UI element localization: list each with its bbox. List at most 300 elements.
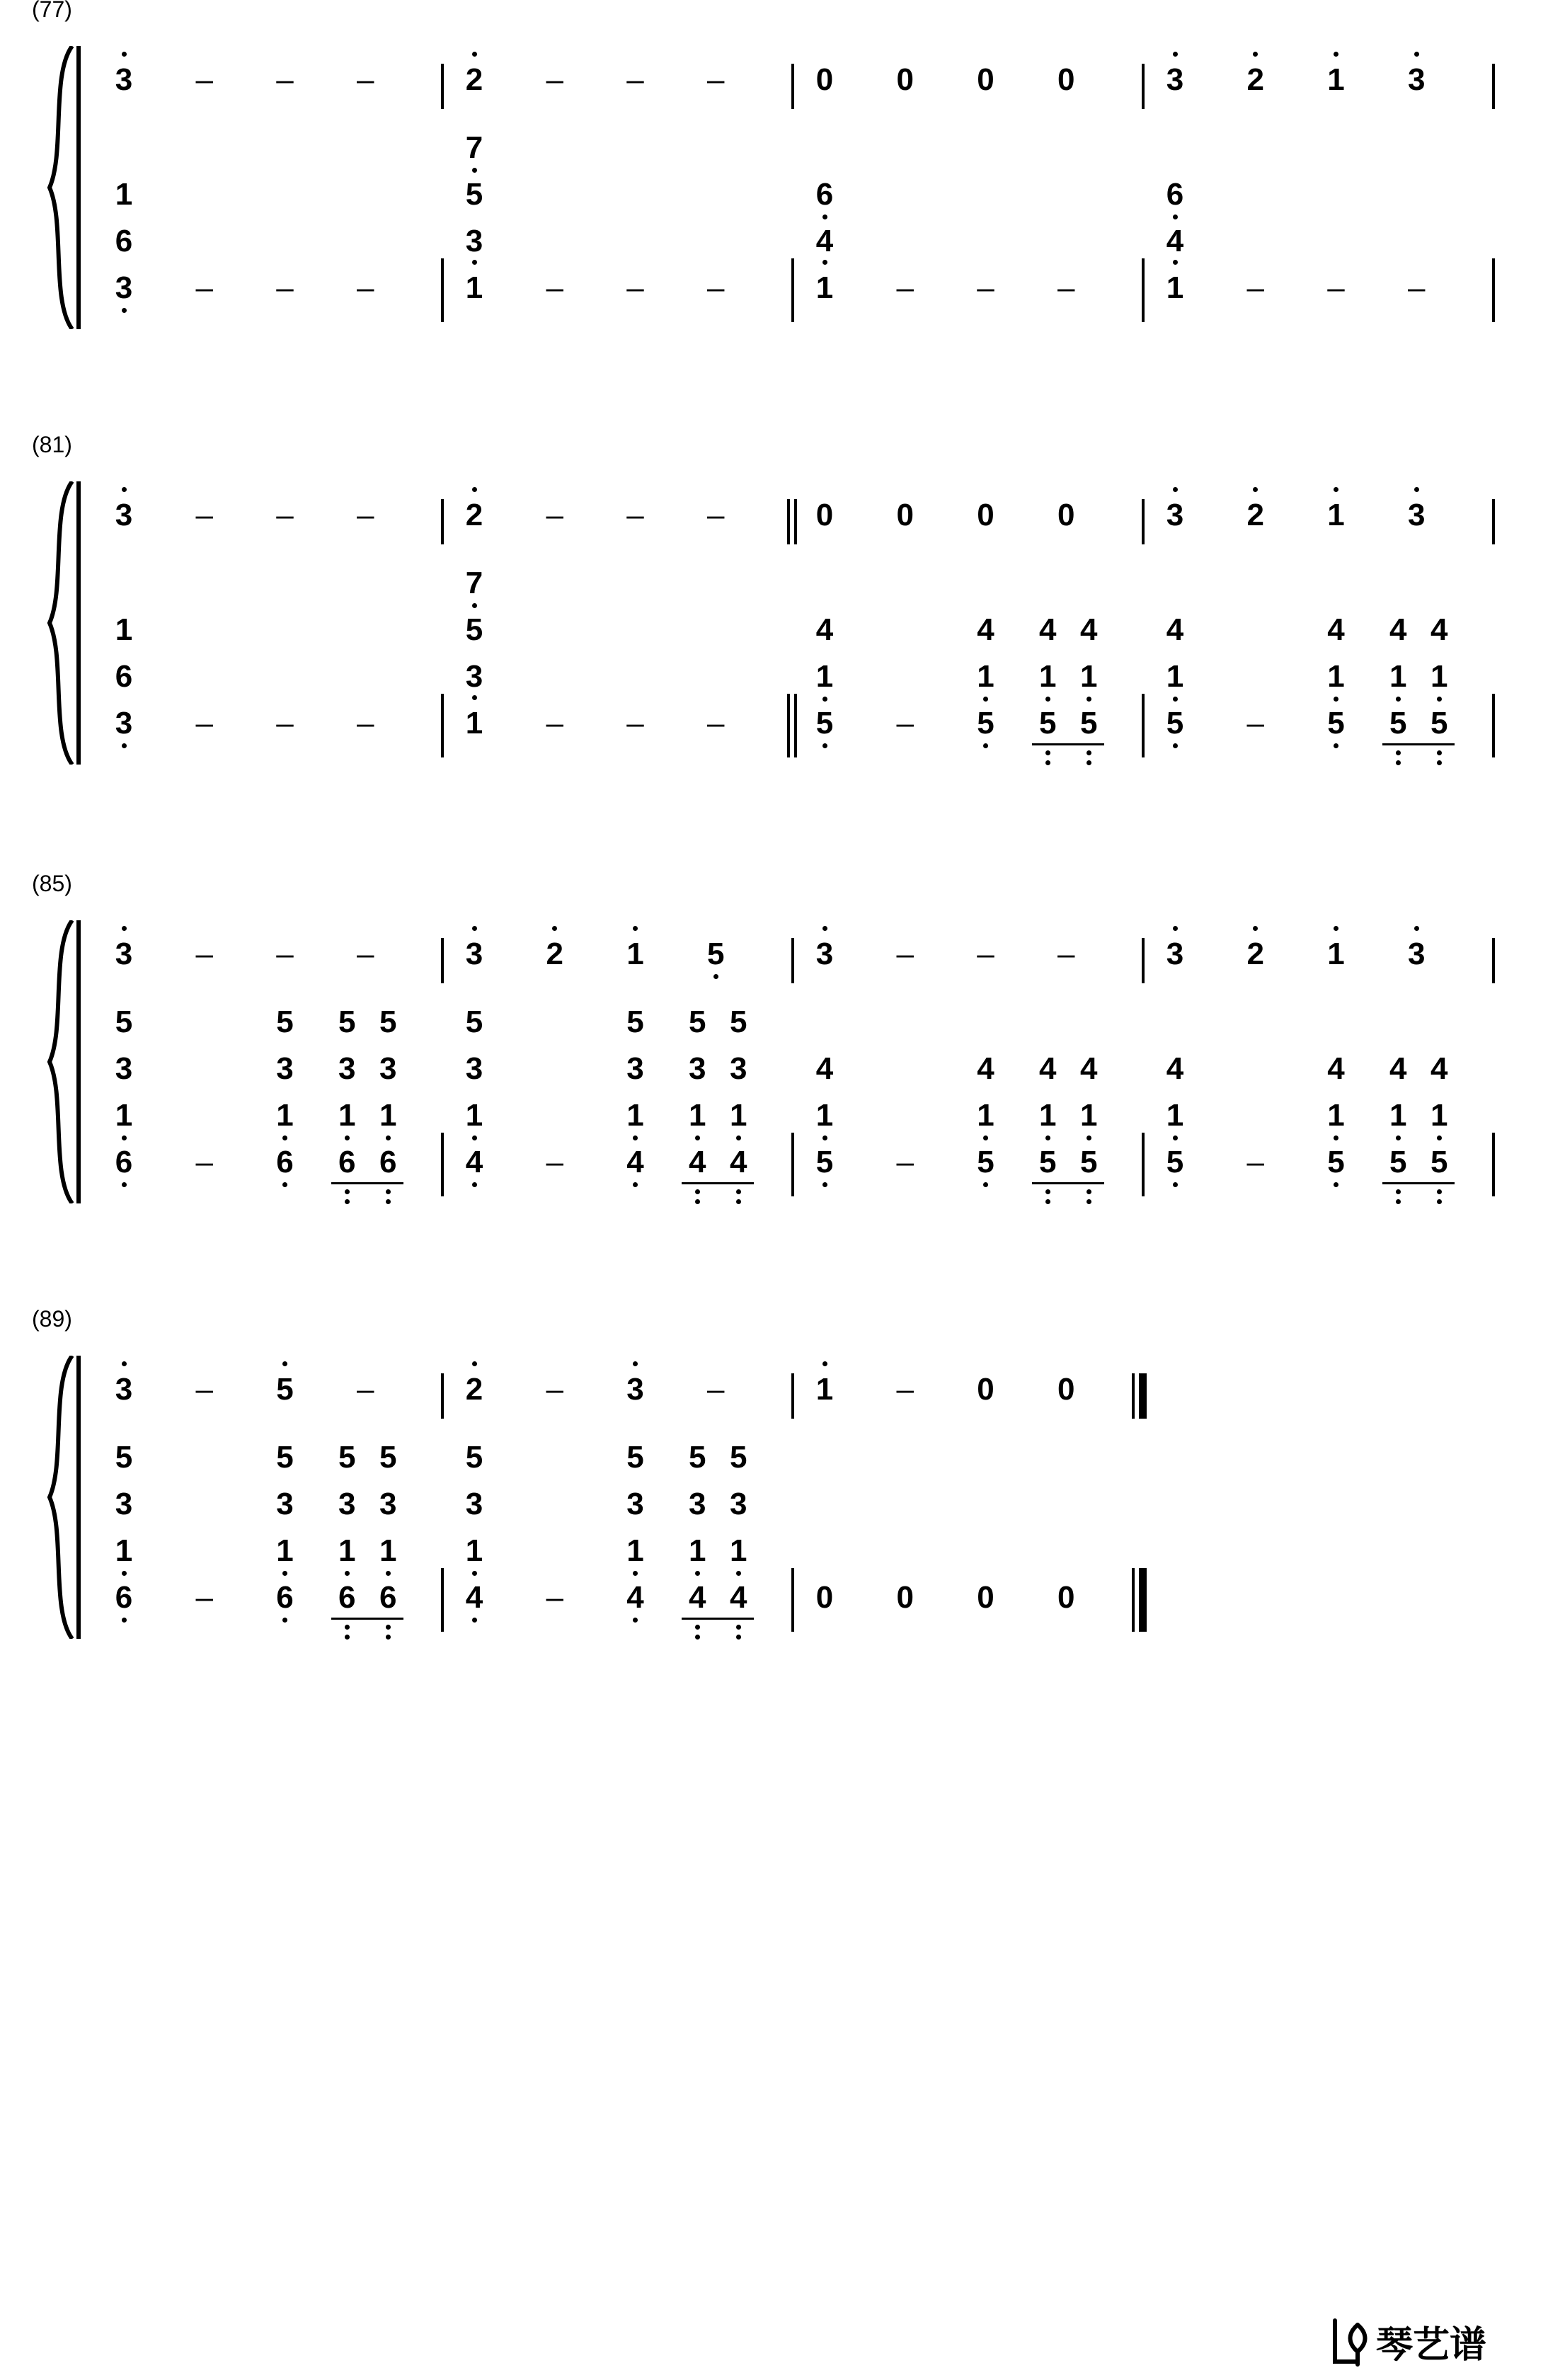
note-number: 1 — [115, 177, 133, 212]
note-number: 1 — [730, 1098, 747, 1133]
note-number: 4 — [465, 1580, 483, 1615]
note-number: 1 — [815, 659, 834, 694]
octave-dot — [695, 1571, 700, 1576]
sustain-dash: – — [1246, 1145, 1264, 1179]
note-number: 4 — [1431, 1051, 1448, 1086]
octave-dot — [472, 1182, 477, 1187]
barline — [441, 64, 444, 109]
barline — [441, 499, 444, 544]
note-number: 5 — [730, 1440, 747, 1475]
octave-dot — [472, 695, 477, 700]
octave-dot — [552, 926, 557, 931]
octave-dot — [1334, 743, 1338, 748]
octave-dot — [1045, 1199, 1050, 1204]
note-number: 4 — [1327, 1051, 1345, 1086]
octave-dot — [472, 1618, 477, 1623]
measure-number: (81) — [32, 432, 72, 457]
octave-dot — [1087, 1135, 1091, 1140]
sustain-dash: – — [546, 1372, 563, 1407]
note-number: 1 — [465, 1098, 483, 1133]
note-number: 3 — [1408, 937, 1426, 971]
note-number: 1 — [1327, 1098, 1345, 1133]
note-number: 0 — [896, 1580, 914, 1615]
final-barline — [1139, 1373, 1147, 1419]
octave-dot — [1414, 926, 1419, 931]
note-number: 4 — [626, 1145, 644, 1179]
note-number: 3 — [115, 62, 133, 97]
note-number: 0 — [896, 62, 914, 97]
note-number: 5 — [338, 1440, 356, 1475]
octave-dot — [822, 214, 827, 219]
note-number: 1 — [1080, 659, 1098, 694]
eighth-underline — [1382, 743, 1455, 745]
note-number: 5 — [276, 1440, 294, 1475]
sustain-dash: – — [195, 62, 213, 97]
note-number: 1 — [1166, 270, 1184, 305]
octave-dot — [1334, 1135, 1338, 1140]
sustain-dash: – — [546, 1145, 563, 1179]
sustain-dash: – — [707, 270, 725, 305]
octave-dot — [345, 1189, 350, 1194]
barline — [1492, 694, 1495, 757]
note-number: 4 — [1166, 612, 1184, 647]
barline — [1492, 938, 1495, 983]
octave-dot — [345, 1635, 350, 1640]
note-number: 2 — [1246, 62, 1264, 97]
octave-dot — [1087, 1199, 1091, 1204]
note-number: 0 — [815, 498, 834, 532]
octave-dot — [1437, 697, 1442, 702]
note-number: 1 — [730, 1533, 747, 1568]
octave-dot — [822, 926, 827, 931]
note-number: 2 — [465, 1372, 483, 1407]
octave-dot — [472, 1361, 477, 1366]
octave-dot — [345, 1571, 350, 1576]
note-number: 5 — [465, 612, 483, 647]
octave-dot — [472, 1571, 477, 1576]
sustain-dash: – — [896, 937, 914, 971]
note-number: 3 — [626, 1051, 644, 1086]
octave-dot — [1087, 750, 1091, 755]
note-number: 1 — [115, 1533, 133, 1568]
barline — [1492, 499, 1495, 544]
barline — [1142, 938, 1145, 983]
note-number: 3 — [276, 1487, 294, 1521]
staff-system — [0, 871, 1548, 1366]
note-number: 1 — [338, 1098, 356, 1133]
final-barline — [1139, 1568, 1147, 1632]
sustain-dash: – — [626, 270, 644, 305]
note-number: 5 — [1389, 1145, 1407, 1179]
note-number: 5 — [1166, 1145, 1184, 1179]
note-number: 5 — [815, 1145, 834, 1179]
note-number: 3 — [338, 1487, 356, 1521]
note-number: 3 — [465, 1487, 483, 1521]
octave-dot — [1045, 750, 1050, 755]
barline — [441, 1133, 444, 1196]
note-number: 2 — [465, 498, 483, 532]
octave-dot — [1334, 926, 1338, 931]
note-number: 5 — [1389, 706, 1407, 740]
barline — [441, 694, 444, 757]
note-number: 5 — [1431, 706, 1448, 740]
note-number: 1 — [276, 1533, 294, 1568]
octave-dot — [1173, 260, 1178, 265]
note-number: 5 — [689, 1005, 706, 1039]
note-number: 3 — [115, 1487, 133, 1521]
octave-dot — [345, 1135, 350, 1140]
note-number: 3 — [730, 1487, 747, 1521]
note-number: 1 — [379, 1533, 397, 1568]
octave-dot — [736, 1571, 741, 1576]
note-number: 1 — [338, 1533, 356, 1568]
note-number: 5 — [115, 1440, 133, 1475]
note-number: 5 — [338, 1005, 356, 1039]
note-number: 4 — [1080, 612, 1098, 647]
note-number: 4 — [815, 1051, 834, 1086]
note-number: 3 — [626, 1372, 644, 1407]
double-barline — [794, 694, 797, 757]
note-number: 2 — [546, 937, 563, 971]
eighth-underline — [331, 1182, 403, 1184]
note-number: 4 — [815, 224, 834, 258]
barline — [1492, 64, 1495, 109]
note-number: 1 — [1327, 659, 1345, 694]
sustain-dash: – — [707, 62, 725, 97]
note-number: 5 — [730, 1005, 747, 1039]
note-number: 0 — [977, 498, 994, 532]
piano-brace — [44, 481, 79, 765]
note-number: 6 — [115, 659, 133, 694]
sustain-dash: – — [1057, 937, 1075, 971]
octave-dot — [633, 1571, 638, 1576]
octave-dot — [1334, 487, 1338, 492]
note-number: 1 — [465, 270, 483, 305]
note-number: 0 — [1057, 498, 1075, 532]
octave-dot — [1334, 1182, 1338, 1187]
note-number: 5 — [1039, 706, 1057, 740]
note-number: 4 — [626, 1580, 644, 1615]
note-number: 3 — [115, 937, 133, 971]
octave-dot — [1334, 697, 1338, 702]
barline — [1142, 258, 1145, 322]
octave-dot — [472, 52, 477, 57]
note-number: 4 — [1389, 612, 1407, 647]
note-number: 3 — [115, 498, 133, 532]
note-number: 1 — [626, 1098, 644, 1133]
note-number: 1 — [815, 270, 834, 305]
note-number: 1 — [1166, 1098, 1184, 1133]
octave-dot — [1087, 1189, 1091, 1194]
note-number: 3 — [379, 1051, 397, 1086]
octave-dot — [122, 52, 127, 57]
barline — [441, 1373, 444, 1419]
octave-dot — [633, 926, 638, 931]
octave-dot — [345, 1199, 350, 1204]
octave-dot — [1396, 1189, 1401, 1194]
octave-dot — [386, 1625, 391, 1630]
barline — [791, 938, 794, 983]
note-number: 4 — [1080, 1051, 1098, 1086]
note-number: 4 — [977, 1051, 994, 1086]
octave-dot — [695, 1199, 700, 1204]
octave-dot — [1437, 1135, 1442, 1140]
sustain-dash: – — [195, 1580, 213, 1615]
octave-dot — [386, 1571, 391, 1576]
note-number: 4 — [1039, 1051, 1057, 1086]
octave-dot — [1437, 760, 1442, 765]
octave-dot — [822, 1182, 827, 1187]
note-number: 4 — [815, 612, 834, 647]
octave-dot — [386, 1189, 391, 1194]
sustain-dash: – — [195, 937, 213, 971]
octave-dot — [695, 1189, 700, 1194]
octave-dot — [1045, 1135, 1050, 1140]
octave-dot — [633, 1618, 638, 1623]
note-number: 5 — [1080, 1145, 1098, 1179]
note-number: 6 — [115, 1580, 133, 1615]
octave-dot — [122, 1361, 127, 1366]
octave-dot — [983, 697, 988, 702]
system-barline — [76, 46, 81, 329]
note-number: 6 — [1166, 177, 1184, 212]
watermark-text: 琴艺谱 — [1376, 2324, 1487, 2367]
octave-dot — [345, 1625, 350, 1630]
eighth-underline — [682, 1618, 754, 1620]
note-number: 1 — [115, 1098, 133, 1133]
barline — [791, 1568, 794, 1632]
sustain-dash: – — [357, 937, 374, 971]
note-number: 1 — [465, 1533, 483, 1568]
note-number: 6 — [379, 1145, 397, 1179]
measure-number: (85) — [32, 871, 72, 896]
octave-dot — [472, 926, 477, 931]
note-number: 5 — [379, 1005, 397, 1039]
barline — [441, 938, 444, 983]
sustain-dash: – — [357, 270, 374, 305]
octave-dot — [1396, 1135, 1401, 1140]
sustain-dash: – — [977, 270, 994, 305]
note-number: 3 — [1166, 937, 1184, 971]
note-number: 1 — [626, 937, 644, 971]
note-number: 5 — [707, 937, 725, 971]
note-number: 6 — [338, 1145, 356, 1179]
octave-dot — [736, 1635, 741, 1640]
octave-dot — [983, 1135, 988, 1140]
octave-dot — [282, 1182, 287, 1187]
note-number: 1 — [689, 1533, 706, 1568]
octave-dot — [983, 1182, 988, 1187]
note-number: 0 — [1057, 1372, 1075, 1407]
sustain-dash: – — [276, 498, 294, 532]
note-number: 2 — [1246, 498, 1264, 532]
octave-dot — [1334, 52, 1338, 57]
note-number: 3 — [465, 659, 483, 694]
note-number: 3 — [379, 1487, 397, 1521]
note-number: 5 — [815, 706, 834, 740]
watermark-logo — [1329, 2315, 1527, 2372]
note-number: 4 — [1327, 612, 1345, 647]
barline — [1492, 258, 1495, 322]
note-number: 3 — [1166, 498, 1184, 532]
octave-dot — [1396, 760, 1401, 765]
octave-dot — [822, 1361, 827, 1366]
octave-dot — [822, 260, 827, 265]
octave-dot — [822, 1135, 827, 1140]
sustain-dash: – — [707, 1372, 725, 1407]
system-barline — [76, 481, 81, 765]
note-number: 1 — [1039, 659, 1057, 694]
note-number: 1 — [1389, 659, 1407, 694]
note-number: 0 — [1057, 1580, 1075, 1615]
note-number: 0 — [977, 1372, 994, 1407]
note-number: 1 — [977, 659, 994, 694]
sustain-dash: – — [195, 1145, 213, 1179]
piano-brace — [44, 1356, 79, 1639]
note-number: 1 — [1431, 659, 1448, 694]
note-number: 4 — [1431, 612, 1448, 647]
note-number: 0 — [896, 498, 914, 532]
double-barline — [787, 499, 790, 544]
note-number: 0 — [815, 62, 834, 97]
octave-dot — [282, 1618, 287, 1623]
eighth-underline — [1032, 1182, 1104, 1184]
sustain-dash: – — [195, 1372, 213, 1407]
sustain-dash: – — [276, 270, 294, 305]
octave-dot — [713, 974, 718, 979]
octave-dot — [633, 1182, 638, 1187]
sustain-dash: – — [896, 706, 914, 740]
note-number: 7 — [465, 130, 483, 165]
octave-dot — [386, 1635, 391, 1640]
note-number: 5 — [626, 1440, 644, 1475]
note-number: 3 — [115, 1372, 133, 1407]
octave-dot — [1173, 926, 1178, 931]
note-number: 6 — [115, 224, 133, 258]
note-number: 3 — [689, 1051, 706, 1086]
octave-dot — [1253, 926, 1258, 931]
sustain-dash: – — [1246, 706, 1264, 740]
note-number: 4 — [689, 1580, 706, 1615]
octave-dot — [122, 1135, 127, 1140]
octave-dot — [1045, 697, 1050, 702]
eighth-underline — [682, 1182, 754, 1184]
octave-dot — [1173, 487, 1178, 492]
barline — [791, 1373, 794, 1419]
sustain-dash: – — [707, 498, 725, 532]
final-barline — [1132, 1568, 1135, 1632]
sustain-dash: – — [896, 1372, 914, 1407]
sustain-dash: – — [357, 498, 374, 532]
sustain-dash: – — [357, 706, 374, 740]
note-number: 1 — [1389, 1098, 1407, 1133]
note-number: 4 — [730, 1580, 747, 1615]
sustain-dash: – — [546, 706, 563, 740]
octave-dot — [472, 487, 477, 492]
note-number: 4 — [1389, 1051, 1407, 1086]
sustain-dash: – — [276, 62, 294, 97]
note-number: 6 — [815, 177, 834, 212]
octave-dot — [1173, 52, 1178, 57]
note-number: 5 — [115, 1005, 133, 1039]
sustain-dash: – — [276, 706, 294, 740]
double-barline — [794, 499, 797, 544]
note-number: 1 — [815, 1372, 834, 1407]
note-number: 5 — [1166, 706, 1184, 740]
octave-dot — [822, 743, 827, 748]
note-number: 0 — [977, 1580, 994, 1615]
octave-dot — [983, 743, 988, 748]
note-number: 5 — [1431, 1145, 1448, 1179]
note-number: 0 — [815, 1580, 834, 1615]
note-number: 1 — [1327, 62, 1345, 97]
sustain-dash: – — [1327, 270, 1345, 305]
system-barline — [76, 1356, 81, 1639]
note-number: 1 — [1327, 937, 1345, 971]
octave-dot — [1437, 750, 1442, 755]
octave-dot — [122, 308, 127, 313]
sustain-dash: – — [357, 1372, 374, 1407]
octave-dot — [282, 1361, 287, 1366]
barline — [791, 64, 794, 109]
octave-dot — [736, 1625, 741, 1630]
note-number: 7 — [465, 566, 483, 600]
sustain-dash: – — [977, 937, 994, 971]
sustain-dash: – — [276, 937, 294, 971]
barline — [1142, 694, 1145, 757]
note-number: 3 — [1166, 62, 1184, 97]
final-barline — [1132, 1373, 1135, 1419]
octave-dot — [1414, 52, 1419, 57]
note-number: 5 — [379, 1440, 397, 1475]
staff-system — [0, 1306, 1548, 1802]
sustain-dash: – — [626, 62, 644, 97]
note-number: 3 — [465, 1051, 483, 1086]
octave-dot — [386, 1199, 391, 1204]
note-number: 5 — [465, 177, 483, 212]
barline — [1142, 499, 1145, 544]
eighth-underline — [1032, 743, 1104, 745]
octave-dot — [695, 1625, 700, 1630]
note-number: 4 — [1166, 224, 1184, 258]
octave-dot — [1396, 697, 1401, 702]
barline — [441, 1568, 444, 1632]
note-number: 3 — [1408, 498, 1426, 532]
note-number: 5 — [1039, 1145, 1057, 1179]
octave-dot — [386, 1135, 391, 1140]
note-number: 1 — [689, 1098, 706, 1133]
note-number: 1 — [115, 612, 133, 647]
note-number: 3 — [338, 1051, 356, 1086]
note-number: 3 — [689, 1487, 706, 1521]
note-number: 3 — [730, 1051, 747, 1086]
sustain-dash: – — [546, 270, 563, 305]
octave-dot — [1437, 1189, 1442, 1194]
note-number: 1 — [276, 1098, 294, 1133]
barline — [791, 1133, 794, 1196]
octave-dot — [122, 1182, 127, 1187]
treble-mark-icon — [1335, 2321, 1365, 2364]
note-number: 4 — [730, 1145, 747, 1179]
barline — [441, 258, 444, 322]
measure-number: (77) — [32, 0, 72, 22]
note-number: 6 — [115, 1145, 133, 1179]
note-number: 5 — [689, 1440, 706, 1475]
octave-dot — [472, 603, 477, 608]
note-number: 5 — [977, 1145, 994, 1179]
note-number: 3 — [465, 937, 483, 971]
note-number: 6 — [338, 1580, 356, 1615]
